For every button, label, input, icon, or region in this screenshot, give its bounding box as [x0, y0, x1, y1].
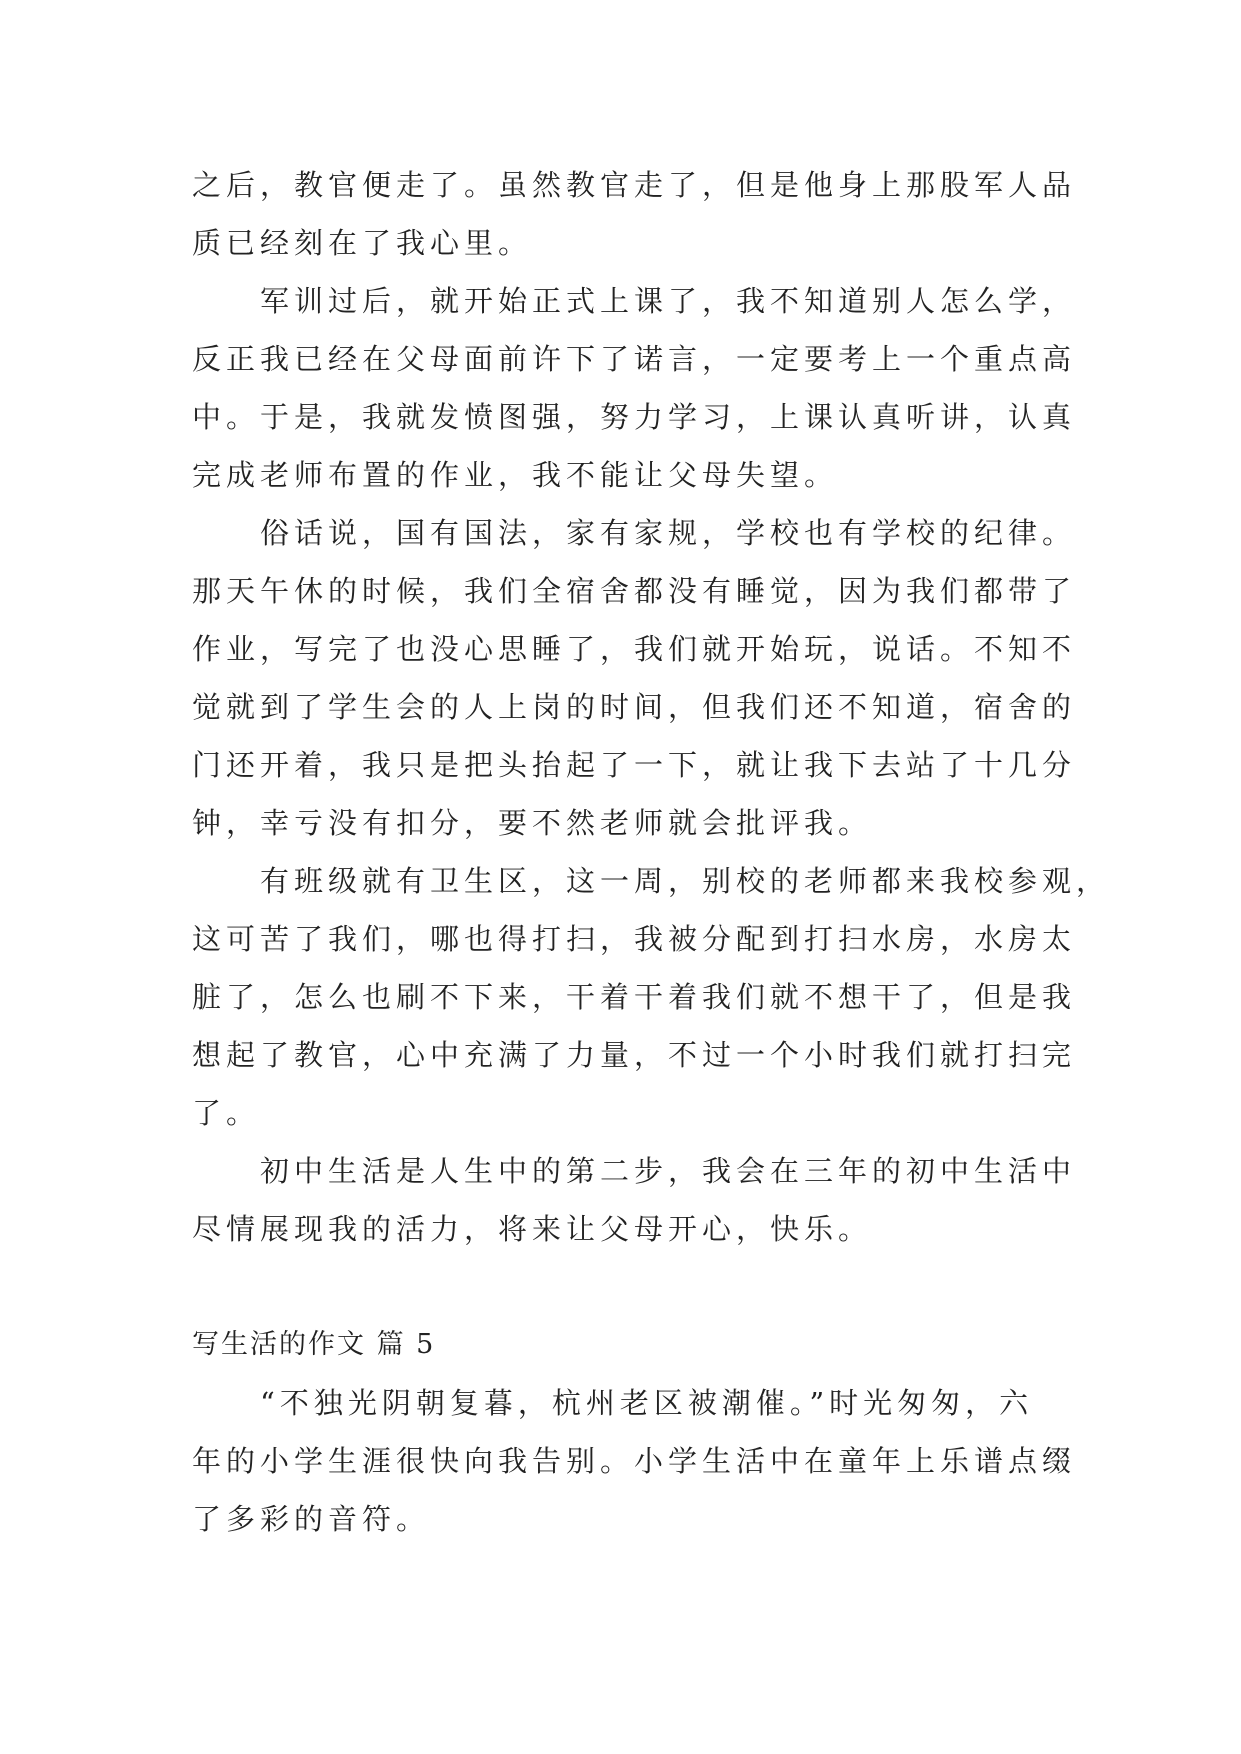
text-line: 初中生活是人生中的第二步，我会在三年的初中生活中 [192, 1154, 1077, 1188]
text-line: “不独光阴朝复暮，杭州老区被潮催。”时光匆匆，六 [192, 1386, 1034, 1420]
text-line: 那天午休的时候，我们全宿舍都没有睡觉，因为我们都带了 [192, 574, 1077, 608]
text-line: 了多彩的音符。 [192, 1502, 431, 1536]
text-line: 了。 [192, 1096, 261, 1130]
text-line: 质已经刻在了我心里。 [192, 226, 533, 260]
text-line: 完成老师布置的作业，我不能让父母失望。 [192, 458, 839, 492]
text-line: 觉就到了学生会的人上岗的时间，但我们还不知道，宿舍的 [192, 690, 1077, 724]
section-heading: 写生活的作文 篇 5 [192, 1329, 436, 1360]
text-line: 中。于是，我就发愤图强，努力学习，上课认真听讲，认真 [192, 400, 1077, 434]
text-line: 之后，教官便走了。虽然教官走了，但是他身上那股军人品 [192, 168, 1077, 202]
text-line: 作业，写完了也没心思睡了，我们就开始玩，说话。不知不 [192, 632, 1077, 666]
text-line: 钟，幸亏没有扣分，要不然老师就会批评我。 [192, 806, 873, 840]
text-line: 门还开着，我只是把头抬起了一下，就让我下去站了十几分 [192, 748, 1077, 782]
text-line: 尽情展现我的活力，将来让父母开心，快乐。 [192, 1212, 873, 1246]
text-line: 年的小学生涯很快向我告别。小学生活中在童年上乐谱点缀 [192, 1444, 1077, 1478]
text-line: 脏了，怎么也刷不下来，干着干着我们就不想干了，但是我 [192, 980, 1077, 1014]
text-line: 这可苦了我们，哪也得打扫，我被分配到打扫水房，水房太 [192, 922, 1077, 956]
text-line: 想起了教官，心中充满了力量，不过一个小时我们就打扫完 [192, 1038, 1077, 1072]
text-line: 军训过后，就开始正式上课了，我不知道别人怎么学， [192, 284, 1077, 318]
text-line: 俗话说，国有国法，家有家规，学校也有学校的纪律。 [192, 516, 1077, 550]
text-line: 有班级就有卫生区，这一周，别校的老师都来我校参观， [192, 864, 1111, 898]
text-line: 反正我已经在父母面前许下了诺言，一定要考上一个重点高 [192, 342, 1077, 376]
